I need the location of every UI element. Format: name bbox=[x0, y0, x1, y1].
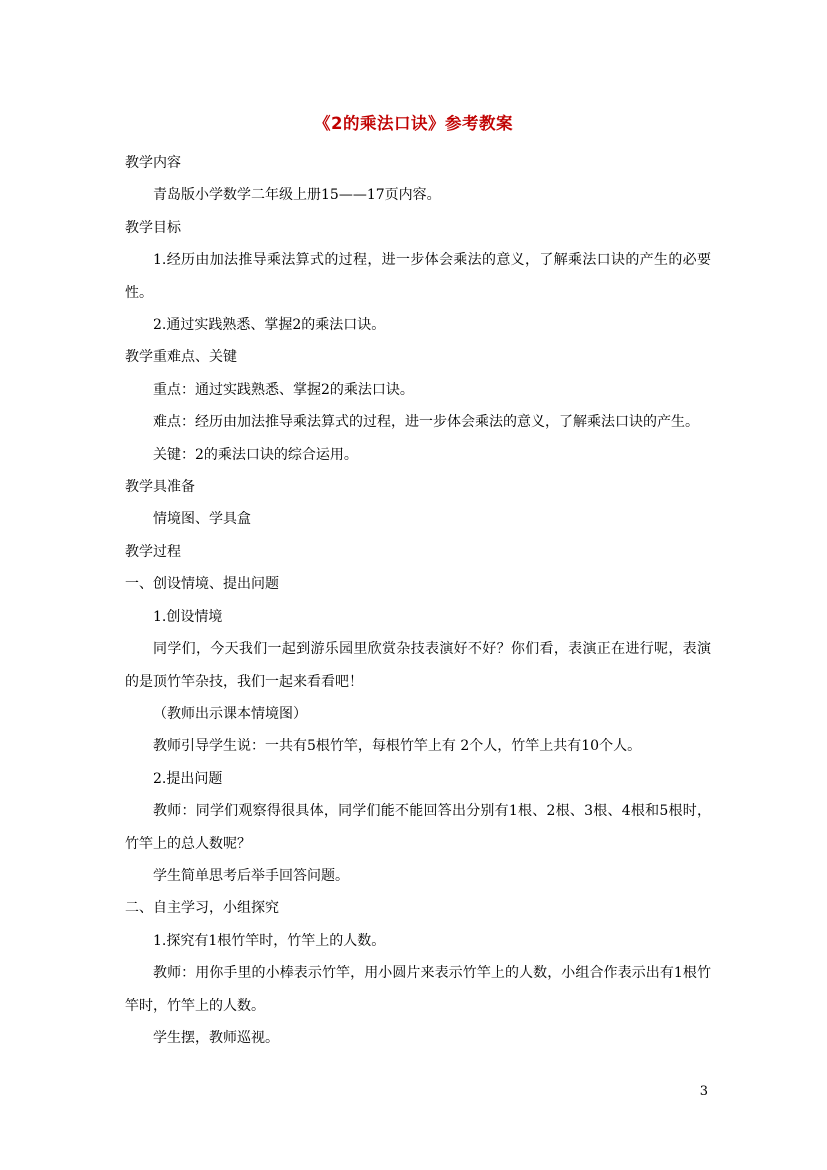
paragraph: （教师出示课本情境图） bbox=[153, 705, 307, 722]
section-heading: 二、自主学习，小组探究 bbox=[125, 900, 279, 917]
paragraph: 学生摆，教师巡视。 bbox=[153, 1029, 279, 1046]
paragraph: 2.提出问题 bbox=[153, 770, 223, 787]
section-heading: 教学重难点、关键 bbox=[125, 349, 237, 366]
paragraph: 1.探究有1根竹竿时，竹竿上的人数。 bbox=[153, 932, 386, 949]
paragraph: 学生简单思考后举手回答问题。 bbox=[153, 867, 349, 884]
paragraph: 重点：通过实践熟悉、掌握2的乘法口诀。 bbox=[153, 381, 414, 398]
paragraph: 教师引导学生说：一共有5根竹竿，每根竹竿上有 2个人，竹竿上共有10个人。 bbox=[153, 738, 642, 755]
paragraph: 关键：2的乘法口诀的综合运用。 bbox=[153, 446, 358, 463]
paragraph: 1.创设情境 bbox=[153, 608, 223, 625]
section-heading: 一、创设情境、提出问题 bbox=[125, 576, 279, 593]
paragraph: 同学们，今天我们一起到游乐园里欣赏杂技表演好不好？你们看，表演正在进行呢，表演的是顶竹竿杂技，我们一起来看看吧！ bbox=[125, 641, 711, 690]
paragraph: 教师：用你手里的小棒表示竹竿，用小圆片来表示竹竿上的人数，小组合作表示出有1根竹竿时，竹竿上的人数。 bbox=[125, 965, 711, 1014]
paragraph: 难点：经历由加法推导乘法算式的过程，进一步体会乘法的意义，了解乘法口诀的产生。 bbox=[153, 414, 699, 431]
paragraph: 1.经历由加法推导乘法算式的过程，进一步体会乘法的意义，了解乘法口诀的产生的必要性。 bbox=[125, 252, 711, 301]
paragraph: 情境图、学具盒 bbox=[153, 511, 251, 528]
document-body bbox=[125, 147, 711, 1054]
section-heading: 教学内容 bbox=[125, 155, 181, 171]
section-heading: 教学目标 bbox=[125, 219, 181, 236]
page-number: 3 bbox=[699, 1084, 708, 1099]
paragraph: 2.通过实践熟悉、掌握2的乘法口诀。 bbox=[153, 317, 386, 334]
paragraph: 教师：同学们观察得很具体，同学们能不能回答出分别有1根、2根、3根、4根和5根时，竹竿上的总人数呢？ bbox=[125, 803, 711, 852]
section-heading: 教学过程 bbox=[125, 543, 181, 560]
paragraph: 青岛版小学数学二年级上册15——17页内容。 bbox=[153, 187, 441, 204]
document-title: 《2的乘法口诀》参考教案 bbox=[314, 114, 513, 133]
section-heading: 教学具准备 bbox=[125, 479, 195, 496]
